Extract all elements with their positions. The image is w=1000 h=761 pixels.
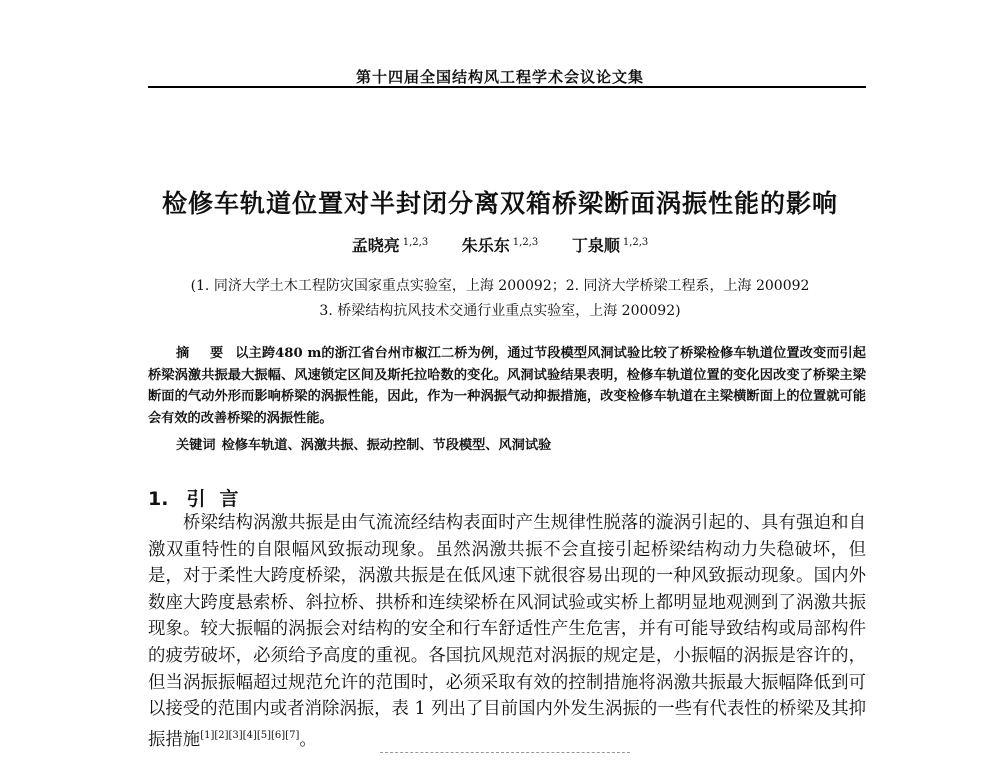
section-body-end: 。 xyxy=(299,729,317,750)
section-body xyxy=(148,510,866,753)
author-name: 丁泉顺 xyxy=(571,236,620,255)
author-affil-mark: 1,2,3 xyxy=(512,236,539,248)
author-name: 朱乐东 xyxy=(461,236,510,255)
paper-title: 检修车轨道位置对半封闭分离双箱桥梁断面涡振性能的影响 xyxy=(161,189,838,218)
section-title: 引言 xyxy=(186,488,253,510)
keywords-text: 检修车轨道、涡激共振、振动控制、节段模型、风洞试验 xyxy=(221,438,552,453)
section-body-text: 桥梁结构涡激共振是由气流流经结构表面时产生规律性脱落的漩涡引起的、具有强迫和自激双重特性的自限幅风致振动现象。虽然涡激共振不会直接引起桥梁结构动力失稳破坏，但是，对于柔性大跨度桥梁，涡激共振是在低风速下就很容易出现的一种风致振动现象。国内外数座大跨度悬索桥、斜拉桥、拱桥和连续梁桥在风洞试验或实桥上都明显地观测到了涡激共振现象。较大振幅的涡振会对结构的安全和行车舒适性产生危害，并有可能导致结构或局部构件的疲劳破坏，必须给予高度的重视。各国抗风规范对涡振的规定是，小振幅的涡振是容许的，但当涡振振幅超过规范允许的范围时，必须采取有效的控制措施将涡激共振最大振幅降低到可以接受的范围内或者消除涡振，表 1 列出了目前国内外发生涡振的一些有代表性的桥梁及其抑振措施 xyxy=(148,513,866,750)
abstract-label: 摘 要 xyxy=(176,346,232,361)
author xyxy=(352,236,428,255)
keywords xyxy=(176,434,551,453)
author-affil-mark: 1,2,3 xyxy=(402,236,429,248)
affiliation-line-1: (1. 同济大学土木工程防灾国家重点实验室，上海 200092；2. 同济大学桥梁工程系，上海 200092 xyxy=(190,278,810,294)
author-name: 孟晓亮 xyxy=(351,236,400,255)
author xyxy=(572,236,648,255)
section-heading xyxy=(148,484,252,511)
author-affil-mark: 1,2,3 xyxy=(622,236,649,248)
author xyxy=(462,236,538,255)
citation-marks: [1][2][3][4][5][6][7] xyxy=(200,729,300,741)
header-rule xyxy=(148,86,866,88)
section-number: 1. xyxy=(148,488,169,510)
affiliation-line-2: 3. 桥梁结构抗风技术交通行业重点实验室，上海 200092) xyxy=(319,303,681,319)
abstract-text: 以主跨480 m的浙江省台州市椒江二桥为例，通过节段模型风洞试验比较了桥梁检修车轨道位置改变而引起桥梁涡激共振最大振幅、风速锁定区间及斯托拉哈数的变化。风洞试验结果表明，检修车轨道位置的变化因改变了桥梁主梁断面的气动外形而影响桥梁的涡振性能，因此，作为一种涡振气动抑振措施，改变检修车轨道在主梁横断面上的位置就可能会有效的改善桥梁的涡振性能。 xyxy=(148,346,866,426)
running-header: 第十四届全国结构风工程学术会议论文集 xyxy=(355,68,644,86)
keywords-label: 关键词 xyxy=(176,438,216,453)
abstract xyxy=(148,343,866,429)
author-list xyxy=(0,233,1000,256)
